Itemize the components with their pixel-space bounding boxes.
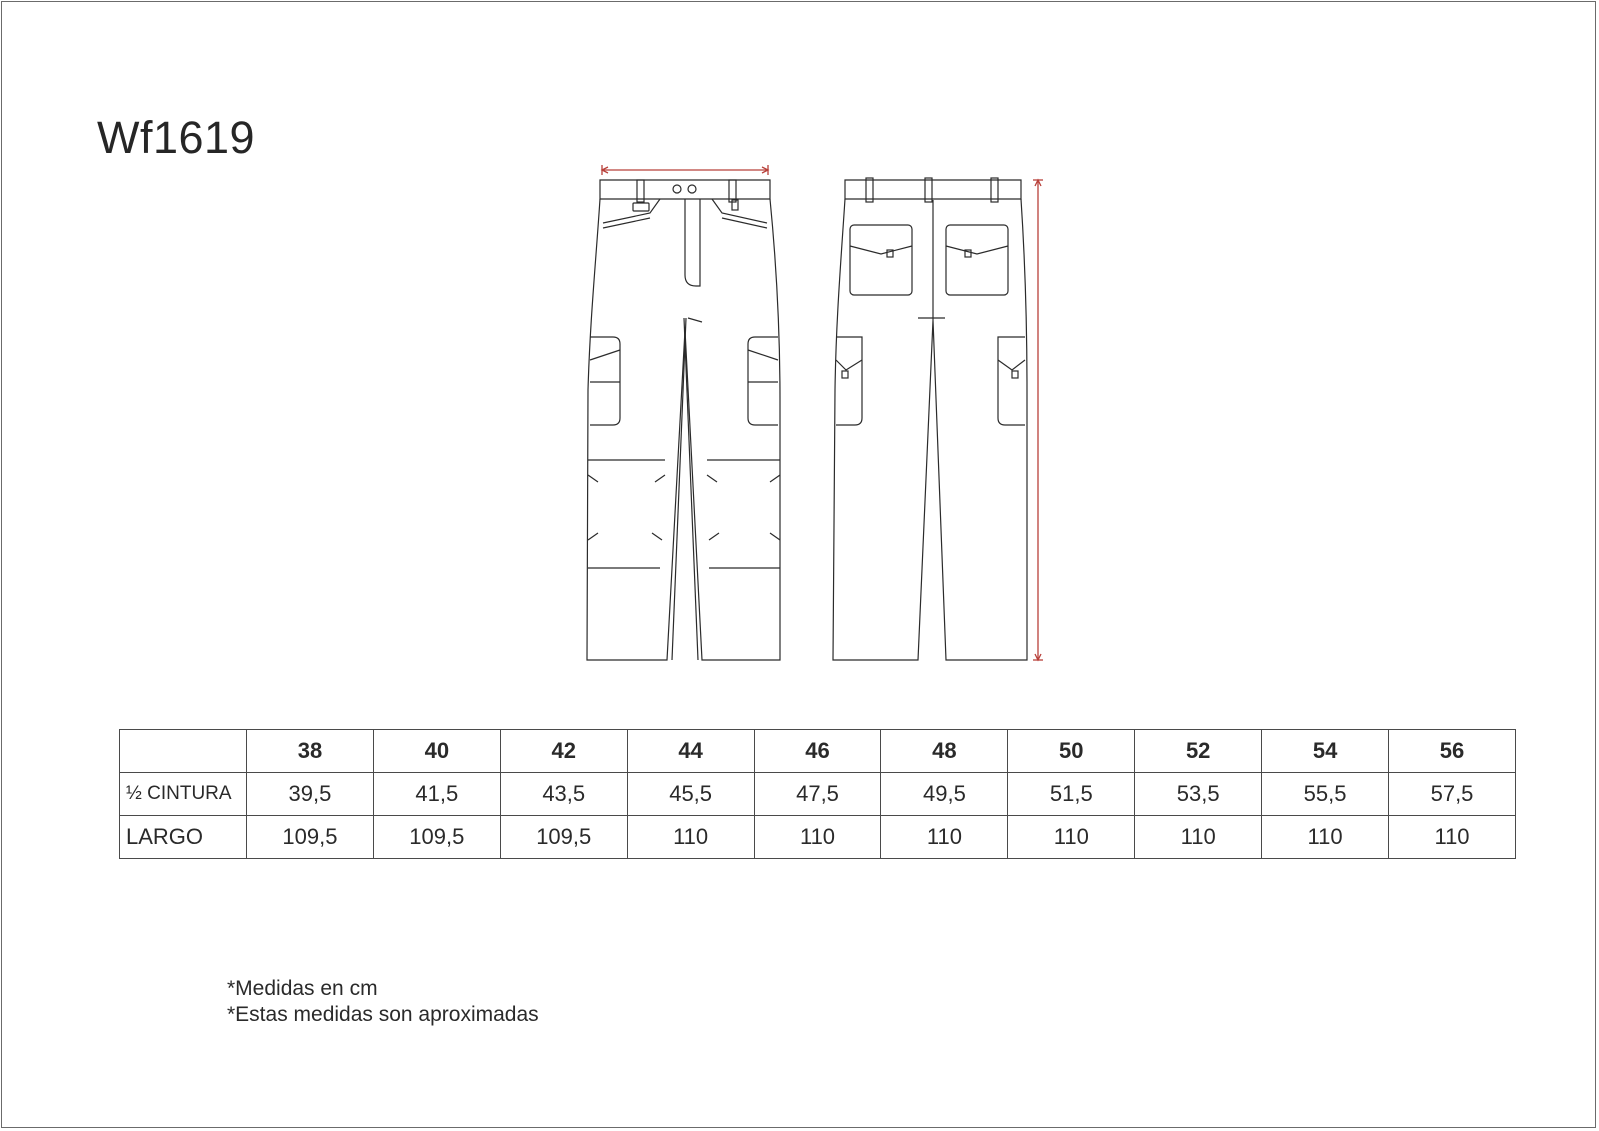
waist-measure-arrow xyxy=(602,165,768,175)
size-header-cell: 50 xyxy=(1008,730,1135,773)
size-header-cell: 40 xyxy=(373,730,500,773)
table-cell: 110 xyxy=(627,816,754,859)
length-measure-arrow xyxy=(1033,180,1043,660)
table-cell: 47,5 xyxy=(754,773,881,816)
table-cell: 109,5 xyxy=(373,816,500,859)
table-cell: 110 xyxy=(881,816,1008,859)
size-header-cell: 38 xyxy=(247,730,374,773)
table-cell: 109,5 xyxy=(500,816,627,859)
size-header-cell: 42 xyxy=(500,730,627,773)
table-cell: 110 xyxy=(1135,816,1262,859)
size-header-cell: 44 xyxy=(627,730,754,773)
half-waist-row xyxy=(120,773,1516,816)
table-cell: 110 xyxy=(1389,816,1516,859)
table-cell: 45,5 xyxy=(627,773,754,816)
size-header-cell: 56 xyxy=(1389,730,1516,773)
size-header-cell: 54 xyxy=(1262,730,1389,773)
trousers-back-view xyxy=(833,178,1043,660)
table-cell: 110 xyxy=(754,816,881,859)
size-header-cell: 52 xyxy=(1135,730,1262,773)
table-cell: 110 xyxy=(1262,816,1389,859)
table-corner-cell xyxy=(120,730,247,773)
note-approximate: *Estas medidas son aproximadas xyxy=(227,1003,539,1026)
measurement-notes xyxy=(227,976,539,1028)
trousers-front-view xyxy=(587,165,780,660)
row-label: LARGO xyxy=(120,816,247,859)
table-cell: 53,5 xyxy=(1135,773,1262,816)
size-header-cell: 48 xyxy=(881,730,1008,773)
table-cell: 41,5 xyxy=(373,773,500,816)
table-cell: 51,5 xyxy=(1008,773,1135,816)
table-cell: 57,5 xyxy=(1389,773,1516,816)
size-header-cell: 46 xyxy=(754,730,881,773)
table-cell: 109,5 xyxy=(247,816,374,859)
table-cell: 49,5 xyxy=(881,773,1008,816)
table-cell: 110 xyxy=(1008,816,1135,859)
size-header-row xyxy=(120,730,1516,773)
model-title: Wf1619 xyxy=(97,112,256,163)
size-chart-table xyxy=(119,729,1516,859)
row-label: ½ CINTURA xyxy=(120,773,247,816)
table-cell: 55,5 xyxy=(1262,773,1389,816)
table-cell: 39,5 xyxy=(247,773,374,816)
length-row xyxy=(120,816,1516,859)
table-cell: 43,5 xyxy=(500,773,627,816)
note-units: *Medidas en cm xyxy=(227,977,378,1000)
